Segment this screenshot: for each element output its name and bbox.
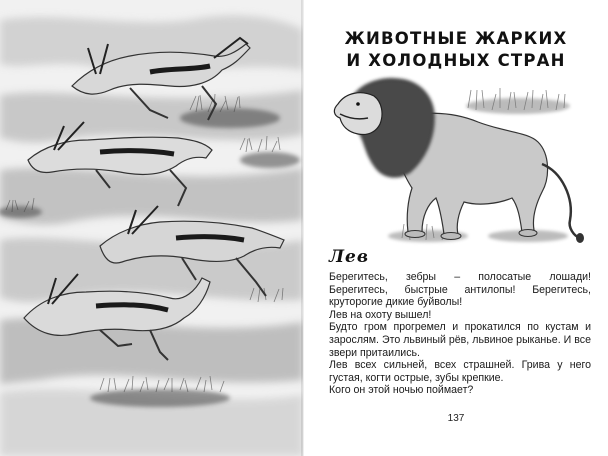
chapter-title-line-2: И ХОЛОДНЫХ СТРАН	[346, 51, 566, 70]
paragraph-1: Берегитесь, зебры – полосатые лошади! Берегитесь, быстрые антилопы! Берегитесь, круторогие дикие буйволы!	[329, 271, 591, 309]
section-heading: Лев	[329, 247, 370, 267]
paragraph-2: Лев на охоту вышел!	[329, 308, 432, 321]
paragraph-5: Кого он этой ночью поймает?	[329, 384, 474, 397]
paragraph-3: Будто гром прогремел и прокатился по кустам и зарослям. Это львиный рёв, львиное рыканье. И все звери притаились.	[329, 321, 591, 359]
gazelles-illustration	[0, 0, 303, 456]
chapter-title-line-1: ЖИВОТНЫЕ ЖАРКИХ	[344, 29, 568, 48]
body-text	[329, 271, 591, 397]
paragraph-4: Лев всех сильней, всех страшней. Грива у него густая, когти острые, зубы крепкие.	[329, 359, 591, 384]
right-page	[304, 0, 608, 456]
page-number: 137	[447, 413, 465, 424]
lion-illustration	[318, 68, 586, 248]
chapter-title	[304, 28, 608, 72]
left-page	[0, 0, 303, 456]
